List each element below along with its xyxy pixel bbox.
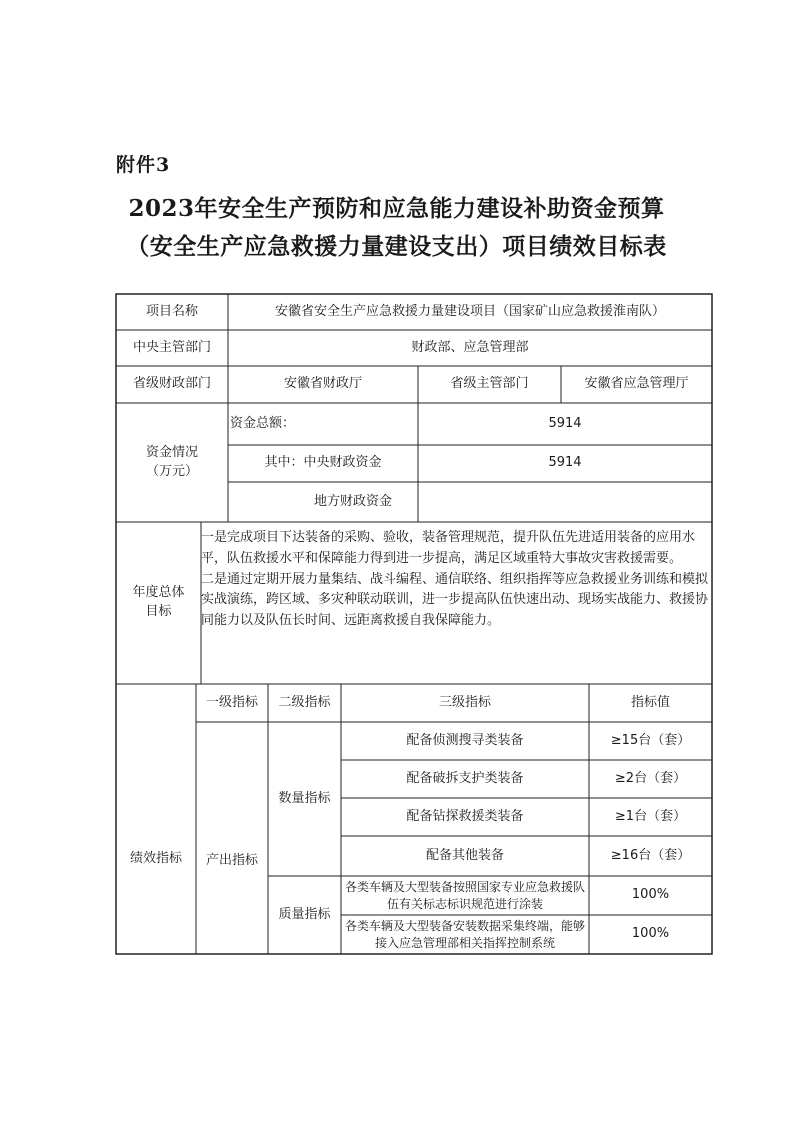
performance-label: 绩效指标 (129, 850, 182, 866)
header-level3: 三级指标 (438, 694, 491, 710)
funds-total-label: 资金总额： (230, 415, 296, 431)
annual-goal-para2: 二是通过定期开展力量集结、战斗编程、通信联络、组织指挥等应急救援业务训练和模拟实战演练，跨区域、多灾种联动联训，进一步提高队伍快速出动、现场实战能力、救援协同能力以及队伍长时间、远距离救援自我保障能力。 (201, 571, 709, 629)
document-title-line1: 2023年安全生产预防和应急能力建设补助资金预算 (128, 195, 665, 222)
quantity-item-value: ≥1台（套） (614, 808, 687, 824)
quality-indicator-label: 质量指标 (278, 906, 331, 922)
quality-item-value: 100% (631, 926, 670, 942)
funds-label (116, 403, 228, 522)
prov-dept-value: 安徽省应急管理厅 (584, 376, 689, 392)
annual-goal-label-line1: 年度总体 (132, 585, 185, 601)
prov-dept-label: 省级主管部门 (450, 376, 529, 392)
funds-local-label: 地方财政资金 (313, 493, 392, 509)
header-level1: 一级指标 (205, 694, 258, 710)
annual-goal-label (116, 522, 201, 684)
funds-local-value (418, 482, 712, 522)
quality-item-value: 100% (631, 887, 670, 903)
funds-label-line2: （万元） (145, 463, 198, 479)
funds-central-label: 其中：中央财政资金 (264, 455, 382, 471)
quantity-item-value: ≥15台（套） (610, 732, 691, 748)
quantity-item-name: 配备钻探救援类装备 (406, 808, 524, 824)
annual-goal-label-line2: 目标 (145, 604, 172, 619)
funds-total-value: 5914 (548, 415, 582, 431)
header-value: 指标值 (630, 694, 670, 710)
quantity-item-value: ≥2台（套） (614, 770, 687, 786)
funds-label-line1: 资金情况 (145, 444, 198, 460)
project-name-label: 项目名称 (145, 303, 198, 319)
project-name-value: 安徽省安全生产应急救援力量建设项目（国家矿山应急救援淮南队） (274, 303, 665, 319)
quantity-item-name: 配备其他装备 (425, 847, 504, 863)
quality-item-name: 各类车辆及大型装备按照国家专业应急救援队伍有关标志标识规范进行涂装 (344, 880, 585, 911)
header-level2: 二级指标 (278, 694, 331, 710)
central-dept-label: 中央主管部门 (132, 339, 211, 355)
prov-finance-value: 安徽省财政厅 (283, 376, 362, 392)
quantity-item-name: 配备破拆支护类装备 (406, 770, 524, 786)
prov-finance-label: 省级财政部门 (132, 376, 211, 392)
attachment-label: 附件3 (116, 154, 171, 176)
output-indicator-label: 产出指标 (205, 852, 258, 868)
quantity-item-value: ≥16台（套） (610, 847, 691, 863)
annual-goal-text (201, 528, 711, 632)
quality-item-name: 各类车辆及大型装备安装数据采集终端，能够接入应急管理部相关指挥控制系统 (344, 919, 585, 950)
funds-central-value: 5914 (548, 455, 582, 471)
quantity-item-name: 配备侦测搜寻类装备 (406, 732, 524, 748)
annual-goal-para1: 一是完成项目下达装备的采购、验收，装备管理规范，提升队伍先进适用装备的应用水平，队伍救援水平和保障能力得到进一步提高，满足区域重特大事故灾害救援需要。 (201, 530, 696, 566)
document-title-line2: （安全生产应急救援力量建设支出）项目绩效目标表 (126, 233, 667, 260)
quantity-indicator-label: 数量指标 (278, 790, 331, 806)
central-dept-value: 财政部、应急管理部 (411, 339, 529, 355)
